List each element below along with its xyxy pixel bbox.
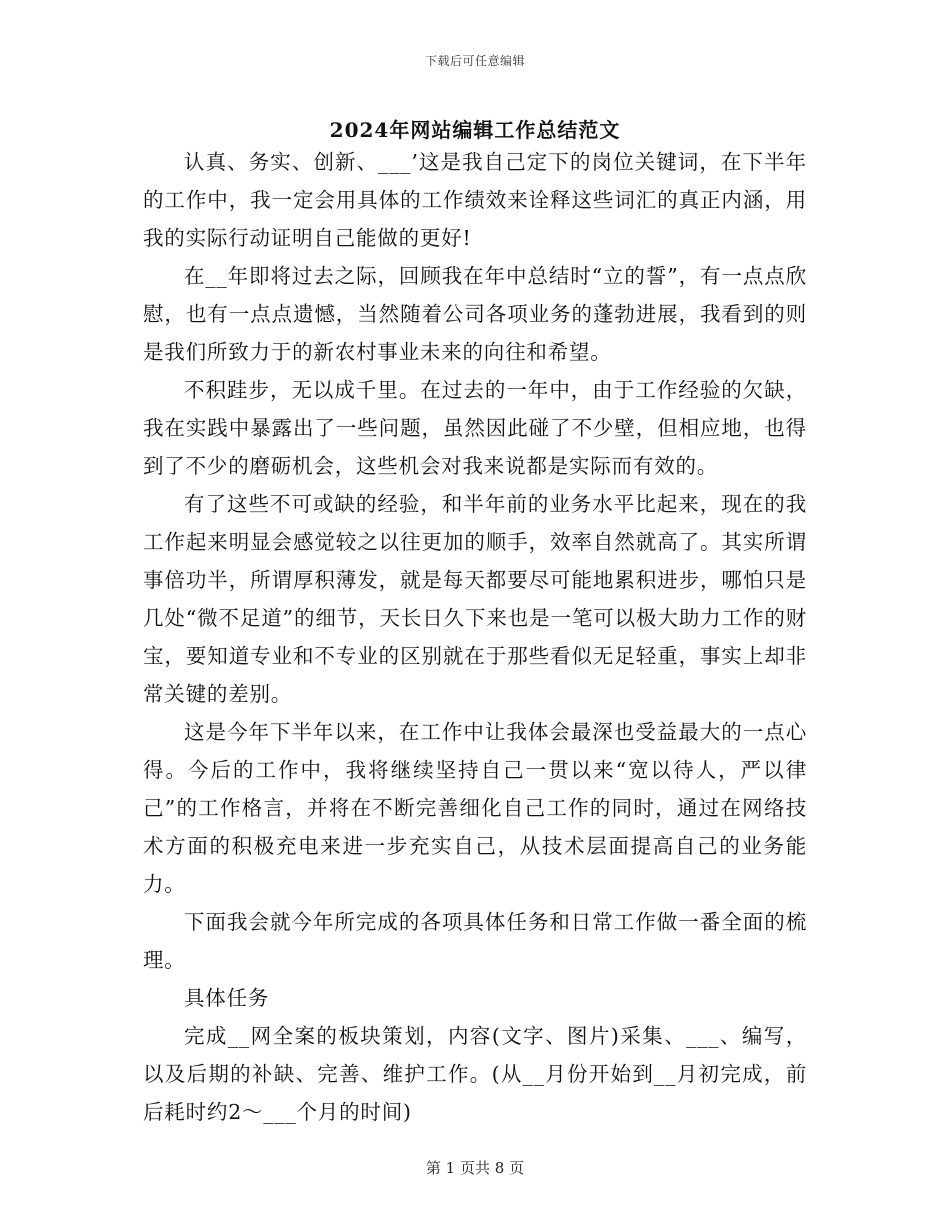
paragraph-4: 有了这些不可或缺的经验，和半年前的业务水平比起来，现在的我工作起来明显会感觉较之以往更加的顺手，效率自然就高了。其实所谓事倍功半，所谓厚积薄发，就是每天都要尽可能地累积进步，哪怕只是几处“微不足道”的细节，天长日久下来也是一笔可以极大助力工作的财宝，要知道专业和不专业的区别就在于那些看似无足轻重，事实上却非常关键的差别。 <box>143 492 807 706</box>
page-header: 下载后可任意编辑 <box>424 54 525 68</box>
paragraph-2: 在__年即将过去之际，回顾我在年中总结时“立的誓”，有一点点欣慰，也有一点点遗憾，当然随着公司各项业务的蓬勃进展，我看到的则是我们所致力于的新农村事业未来的向往和希望。 <box>143 264 807 364</box>
paragraph-3: 不积跬步，无以成千里。在过去的一年中，由于工作经验的欠缺，我在实践中暴露出了一些问题，虽然因此碰了不少壁，但相应地，也得到了不少的磨砺机会，这些机会对我来说都是实际而有效的。 <box>143 378 807 478</box>
paragraph-5: 这是今年下半年以来，在工作中让我体会最深也受益最大的一点心得。今后的工作中，我将继续坚持自己一贯以来“宽以待人，严以律己”的工作格言，并将在不断完善细化自己工作的同时，通过在网络技术方面的积极充电来进一步充实自己，从技术层面提高自己的业务能力。 <box>143 720 807 896</box>
document-body <box>143 143 807 1131</box>
paragraph-7: 完成__网全案的板块策划，内容(文字、图片)采集、___、编写，以及后期的补缺、完善、维护工作。(从__月份开始到__月初完成，前后耗时约2～___个月的时间) <box>143 1024 807 1124</box>
section-heading-tasks: 具体任务 <box>184 986 270 1010</box>
paragraph-6: 下面我会就今年所完成的各项具体任务和日常工作做一番全面的梳理。 <box>143 910 807 972</box>
page-footer: 第 1 页共 8 页 <box>425 1159 525 1177</box>
document-title: 2024年网站编辑工作总结范文 <box>329 118 621 142</box>
paragraph-1: 认真、务实、创新、___’这是我自己定下的岗位关键词，在下半年的工作中，我一定会用具体的工作绩效来诠释这些词汇的真正内涵，用我的实际行动证明自己能做的更好! <box>143 150 807 250</box>
